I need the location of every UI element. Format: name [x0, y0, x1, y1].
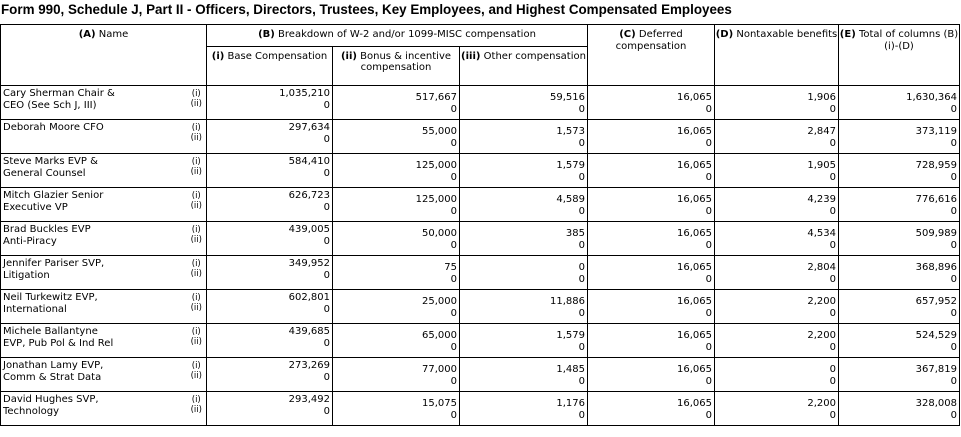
bonus-compensation-cell: [333, 120, 460, 154]
header-b-letter: (B): [258, 29, 275, 40]
officer-name-line2: General Counsel: [3, 168, 86, 179]
base-compensation-related-value: 0: [323, 134, 330, 145]
row-marker-i: (i): [191, 123, 201, 133]
bonus-compensation-value: 75: [444, 262, 457, 273]
total-compensation-cell: [839, 154, 960, 188]
officer-name-line1: David Hughes SVP,: [3, 394, 99, 405]
header-c-letter: (C): [619, 29, 636, 40]
bonus-compensation-value: 50,000: [422, 228, 457, 239]
bonus-compensation-value: 125,000: [415, 194, 457, 205]
nontaxable-benefits-value: 2,200: [807, 398, 836, 409]
total-compensation-cell: [839, 188, 960, 222]
bonus-compensation-related-value: 0: [450, 172, 457, 183]
deferred-compensation-cell: [588, 86, 715, 120]
total-compensation-related-value: 0: [950, 308, 957, 319]
row-marker-i: (i): [191, 327, 201, 337]
total-compensation-related-value: 0: [950, 376, 957, 387]
base-compensation-cell: [207, 358, 333, 392]
bonus-compensation-cell: [333, 222, 460, 256]
bonus-compensation-value: 77,000: [422, 364, 457, 375]
nontaxable-benefits-related-value: 0: [829, 138, 836, 149]
other-compensation-cell: [460, 392, 588, 426]
total-compensation-value: 524,529: [915, 330, 957, 341]
deferred-compensation-cell: [588, 358, 715, 392]
base-compensation-value: 293,492: [288, 394, 330, 405]
other-compensation-cell: [460, 86, 588, 120]
row-marker-ii: (ii): [190, 99, 202, 109]
row-marker-i: (i): [191, 157, 201, 167]
other-compensation-value: 1,485: [556, 364, 585, 375]
other-compensation-related-value: 0: [578, 308, 585, 319]
header-a-letter: (A): [78, 29, 96, 40]
total-compensation-cell: [839, 290, 960, 324]
nontaxable-benefits-value: 1,906: [807, 92, 836, 103]
deferred-compensation-value: 16,065: [677, 364, 712, 375]
deferred-compensation-value: 16,065: [677, 194, 712, 205]
table-row: [1, 358, 960, 392]
header-bi-label: Base Compensation: [227, 51, 328, 62]
total-compensation-value: 728,959: [915, 160, 957, 171]
bonus-compensation-value: 65,000: [422, 330, 457, 341]
base-compensation-value: 273,269: [288, 360, 330, 371]
base-compensation-cell: [207, 120, 333, 154]
bonus-compensation-related-value: 0: [450, 410, 457, 421]
nontaxable-benefits-value: 4,239: [807, 194, 836, 205]
base-compensation-value: 439,685: [288, 326, 330, 337]
total-compensation-cell: [839, 358, 960, 392]
header-bi-letter: (i): [211, 51, 225, 62]
nontaxable-benefits-value: 4,534: [807, 228, 836, 239]
bonus-compensation-cell: [333, 86, 460, 120]
total-compensation-value: 367,819: [915, 364, 957, 375]
total-compensation-cell: [839, 222, 960, 256]
deferred-compensation-related-value: 0: [705, 342, 712, 353]
bonus-compensation-cell: [333, 324, 460, 358]
nontaxable-benefits-cell: [715, 358, 839, 392]
header-biii-label: Other compensation: [483, 51, 586, 62]
base-compensation-related-value: 0: [323, 100, 330, 111]
deferred-compensation-value: 16,065: [677, 92, 712, 103]
officer-name-cell: [1, 188, 187, 222]
officer-name-line2: Anti-Piracy: [3, 236, 57, 247]
other-compensation-cell: [460, 290, 588, 324]
bonus-compensation-cell: [333, 256, 460, 290]
deferred-compensation-related-value: 0: [705, 206, 712, 217]
other-compensation-value: 4,589: [556, 194, 585, 205]
nontaxable-benefits-cell: [715, 120, 839, 154]
nontaxable-benefits-related-value: 0: [829, 240, 836, 251]
base-compensation-value: 602,801: [288, 292, 330, 303]
row-markers: [187, 120, 207, 154]
nontaxable-benefits-cell: [715, 154, 839, 188]
bonus-compensation-related-value: 0: [450, 206, 457, 217]
other-compensation-related-value: 0: [578, 240, 585, 251]
officer-name-cell: [1, 256, 187, 290]
total-compensation-related-value: 0: [950, 410, 957, 421]
total-compensation-value: 1,630,364: [906, 92, 957, 103]
row-markers: [187, 324, 207, 358]
nontaxable-benefits-value: 2,847: [807, 126, 836, 137]
deferred-compensation-related-value: 0: [705, 410, 712, 421]
row-marker-ii: (ii): [190, 337, 202, 347]
other-compensation-related-value: 0: [578, 206, 585, 217]
total-compensation-value: 328,008: [915, 398, 957, 409]
nontaxable-benefits-cell: [715, 86, 839, 120]
header-other: [460, 47, 588, 86]
total-compensation-related-value: 0: [950, 138, 957, 149]
nontaxable-benefits-cell: [715, 324, 839, 358]
total-compensation-value: 373,119: [915, 126, 957, 137]
other-compensation-value: 1,579: [556, 160, 585, 171]
header-total: [839, 25, 960, 86]
base-compensation-related-value: 0: [323, 270, 330, 281]
base-compensation-related-value: 0: [323, 202, 330, 213]
total-compensation-cell: [839, 256, 960, 290]
officer-name-line1: Steve Marks EVP &: [3, 156, 98, 167]
row-marker-ii: (ii): [190, 133, 202, 143]
base-compensation-related-value: 0: [323, 304, 330, 315]
total-compensation-related-value: 0: [950, 172, 957, 183]
officer-name-cell: [1, 154, 187, 188]
officer-name-line2: Comm & Strat Data: [3, 372, 102, 383]
nontaxable-benefits-related-value: 0: [829, 172, 836, 183]
other-compensation-cell: [460, 222, 588, 256]
header-a-label: Name: [98, 29, 129, 40]
compensation-table: [0, 24, 960, 426]
nontaxable-benefits-cell: [715, 256, 839, 290]
deferred-compensation-cell: [588, 392, 715, 426]
row-marker-i: (i): [191, 225, 201, 235]
row-marker-i: (i): [191, 191, 201, 201]
base-compensation-related-value: 0: [323, 372, 330, 383]
base-compensation-value: 626,723: [288, 190, 330, 201]
other-compensation-cell: [460, 154, 588, 188]
nontaxable-benefits-related-value: 0: [829, 206, 836, 217]
officer-name-line1: Michele Ballantyne: [3, 326, 98, 337]
header-bii-label: Bonus & incentive compensation: [360, 51, 452, 73]
officer-name-line1: Deborah Moore CFO: [3, 122, 104, 133]
total-compensation-cell: [839, 324, 960, 358]
nontaxable-benefits-related-value: 0: [829, 410, 836, 421]
header-base: [207, 47, 333, 86]
table-row: [1, 188, 960, 222]
deferred-compensation-value: 16,065: [677, 398, 712, 409]
officer-name-cell: [1, 222, 187, 256]
other-compensation-cell: [460, 188, 588, 222]
total-compensation-cell: [839, 86, 960, 120]
row-marker-ii: (ii): [190, 167, 202, 177]
row-marker-ii: (ii): [190, 405, 202, 415]
total-compensation-value: 776,616: [915, 194, 957, 205]
header-row-1: [1, 25, 960, 47]
deferred-compensation-cell: [588, 290, 715, 324]
row-markers: [187, 222, 207, 256]
deferred-compensation-value: 16,065: [677, 126, 712, 137]
other-compensation-related-value: 0: [578, 172, 585, 183]
header-d-letter: (D): [715, 29, 734, 40]
header-name: [1, 25, 207, 86]
deferred-compensation-related-value: 0: [705, 274, 712, 285]
nontaxable-benefits-value: 2,804: [807, 262, 836, 273]
deferred-compensation-cell: [588, 154, 715, 188]
base-compensation-value: 584,410: [288, 156, 330, 167]
row-markers: [187, 358, 207, 392]
officer-name-line2: Executive VP: [3, 202, 68, 213]
other-compensation-related-value: 0: [578, 138, 585, 149]
bonus-compensation-value: 517,667: [415, 92, 457, 103]
officer-name-cell: [1, 358, 187, 392]
base-compensation-value: 297,634: [288, 122, 330, 133]
other-compensation-related-value: 0: [578, 342, 585, 353]
row-markers: [187, 256, 207, 290]
deferred-compensation-related-value: 0: [705, 138, 712, 149]
bonus-compensation-related-value: 0: [450, 308, 457, 319]
other-compensation-value: 11,886: [550, 296, 585, 307]
base-compensation-cell: [207, 188, 333, 222]
other-compensation-cell: [460, 120, 588, 154]
other-compensation-value: 0: [578, 262, 585, 273]
header-biii-letter: (iii): [461, 51, 481, 62]
total-compensation-cell: [839, 392, 960, 426]
other-compensation-cell: [460, 256, 588, 290]
deferred-compensation-related-value: 0: [705, 308, 712, 319]
row-marker-i: (i): [191, 395, 201, 405]
bonus-compensation-value: 125,000: [415, 160, 457, 171]
bonus-compensation-related-value: 0: [450, 342, 457, 353]
row-marker-i: (i): [191, 89, 201, 99]
officer-name-cell: [1, 392, 187, 426]
base-compensation-cell: [207, 86, 333, 120]
nontaxable-benefits-cell: [715, 188, 839, 222]
bonus-compensation-cell: [333, 290, 460, 324]
nontaxable-benefits-value: 1,905: [807, 160, 836, 171]
nontaxable-benefits-value: 2,200: [807, 296, 836, 307]
total-compensation-related-value: 0: [950, 342, 957, 353]
total-compensation-related-value: 0: [950, 274, 957, 285]
other-compensation-related-value: 0: [578, 376, 585, 387]
header-nontaxable: [715, 25, 839, 86]
base-compensation-related-value: 0: [323, 406, 330, 417]
base-compensation-cell: [207, 392, 333, 426]
header-deferred: [588, 25, 715, 86]
row-markers: [187, 392, 207, 426]
nontaxable-benefits-value: 2,200: [807, 330, 836, 341]
deferred-compensation-related-value: 0: [705, 376, 712, 387]
total-compensation-cell: [839, 120, 960, 154]
officer-name-line2: Litigation: [3, 270, 50, 281]
row-marker-ii: (ii): [190, 201, 202, 211]
officer-name-line1: Neil Turkewitz EVP,: [3, 292, 98, 303]
base-compensation-value: 349,952: [288, 258, 330, 269]
bonus-compensation-related-value: 0: [450, 240, 457, 251]
nontaxable-benefits-related-value: 0: [829, 104, 836, 115]
officer-name-line1: Cary Sherman Chair &: [3, 88, 115, 99]
row-marker-i: (i): [191, 259, 201, 269]
deferred-compensation-value: 16,065: [677, 262, 712, 273]
deferred-compensation-related-value: 0: [705, 104, 712, 115]
base-compensation-cell: [207, 290, 333, 324]
officer-name-cell: [1, 290, 187, 324]
nontaxable-benefits-cell: [715, 392, 839, 426]
officer-name-line1: Jennifer Pariser SVP,: [3, 258, 105, 269]
officer-name-cell: [1, 120, 187, 154]
officer-name-line2: EVP, Pub Pol & Ind Rel: [3, 338, 114, 349]
bonus-compensation-cell: [333, 392, 460, 426]
row-markers: [187, 290, 207, 324]
total-compensation-related-value: 0: [950, 104, 957, 115]
officer-name-cell: [1, 324, 187, 358]
base-compensation-cell: [207, 222, 333, 256]
row-marker-ii: (ii): [190, 269, 202, 279]
total-compensation-related-value: 0: [950, 206, 957, 217]
nontaxable-benefits-value: 0: [829, 364, 836, 375]
officer-name-line1: Mitch Glazier Senior: [3, 190, 104, 201]
officer-name-cell: [1, 86, 187, 120]
table-row: [1, 256, 960, 290]
other-compensation-value: 385: [565, 228, 585, 239]
row-markers: [187, 86, 207, 120]
nontaxable-benefits-related-value: 0: [829, 376, 836, 387]
bonus-compensation-value: 15,075: [422, 398, 457, 409]
base-compensation-cell: [207, 256, 333, 290]
table-row: [1, 120, 960, 154]
bonus-compensation-related-value: 0: [450, 274, 457, 285]
bonus-compensation-related-value: 0: [450, 104, 457, 115]
deferred-compensation-value: 16,065: [677, 228, 712, 239]
base-compensation-value: 439,005: [288, 224, 330, 235]
row-markers: [187, 188, 207, 222]
table-row: [1, 222, 960, 256]
officer-name-line1: Jonathan Lamy EVP,: [3, 360, 104, 371]
bonus-compensation-related-value: 0: [450, 138, 457, 149]
bonus-compensation-cell: [333, 358, 460, 392]
other-compensation-cell: [460, 358, 588, 392]
header-c-label: Deferred compensation: [615, 29, 687, 52]
nontaxable-benefits-related-value: 0: [829, 308, 836, 319]
header-e-label: Total of columns (B)(i)-(D): [858, 29, 959, 52]
total-compensation-value: 657,952: [915, 296, 957, 307]
deferred-compensation-value: 16,065: [677, 296, 712, 307]
table-row: [1, 86, 960, 120]
table-row: [1, 154, 960, 188]
other-compensation-cell: [460, 324, 588, 358]
header-bonus: [333, 47, 460, 86]
row-markers: [187, 154, 207, 188]
officer-name-line2: International: [3, 304, 67, 315]
deferred-compensation-cell: [588, 120, 715, 154]
officer-name-line2: Technology: [3, 406, 60, 417]
nontaxable-benefits-cell: [715, 222, 839, 256]
other-compensation-value: 1,573: [556, 126, 585, 137]
deferred-compensation-cell: [588, 222, 715, 256]
row-marker-ii: (ii): [190, 371, 202, 381]
bonus-compensation-related-value: 0: [450, 376, 457, 387]
bonus-compensation-value: 55,000: [422, 126, 457, 137]
deferred-compensation-value: 16,065: [677, 330, 712, 341]
other-compensation-value: 1,176: [556, 398, 585, 409]
base-compensation-cell: [207, 324, 333, 358]
bonus-compensation-cell: [333, 154, 460, 188]
deferred-compensation-cell: [588, 324, 715, 358]
other-compensation-value: 59,516: [550, 92, 585, 103]
page-title: Form 990, Schedule J, Part II - Officers, Directors, Trustees, Key Employees, and Highest Compensated Employees: [1, 2, 732, 17]
header-bii-letter: (ii): [340, 51, 357, 62]
row-marker-ii: (ii): [190, 303, 202, 313]
nontaxable-benefits-cell: [715, 290, 839, 324]
bonus-compensation-value: 25,000: [422, 296, 457, 307]
row-marker-i: (i): [191, 361, 201, 371]
base-compensation-value: 1,035,210: [279, 88, 330, 99]
base-compensation-related-value: 0: [323, 236, 330, 247]
other-compensation-related-value: 0: [578, 104, 585, 115]
total-compensation-value: 509,989: [915, 228, 957, 239]
header-breakdown: [207, 25, 588, 47]
base-compensation-related-value: 0: [323, 168, 330, 179]
other-compensation-value: 1,579: [556, 330, 585, 341]
deferred-compensation-related-value: 0: [705, 240, 712, 251]
deferred-compensation-related-value: 0: [705, 172, 712, 183]
table-row: [1, 324, 960, 358]
header-b-label: Breakdown of W-2 and/or 1099-MISC compensation: [278, 29, 536, 40]
table-row: [1, 392, 960, 426]
other-compensation-related-value: 0: [578, 410, 585, 421]
base-compensation-related-value: 0: [323, 338, 330, 349]
bonus-compensation-cell: [333, 188, 460, 222]
base-compensation-cell: [207, 154, 333, 188]
row-marker-i: (i): [191, 293, 201, 303]
officer-name-line2: CEO (See Sch J, III): [3, 100, 97, 111]
total-compensation-value: 368,896: [915, 262, 957, 273]
officer-name-line1: Brad Buckles EVP: [3, 224, 91, 235]
nontaxable-benefits-related-value: 0: [829, 274, 836, 285]
row-marker-ii: (ii): [190, 235, 202, 245]
table-row: [1, 290, 960, 324]
other-compensation-related-value: 0: [578, 274, 585, 285]
nontaxable-benefits-related-value: 0: [829, 342, 836, 353]
deferred-compensation-cell: [588, 256, 715, 290]
deferred-compensation-value: 16,065: [677, 160, 712, 171]
header-d-label: Nontaxable benefits: [736, 29, 838, 40]
header-e-letter: (E): [839, 29, 856, 40]
total-compensation-related-value: 0: [950, 240, 957, 251]
deferred-compensation-cell: [588, 188, 715, 222]
